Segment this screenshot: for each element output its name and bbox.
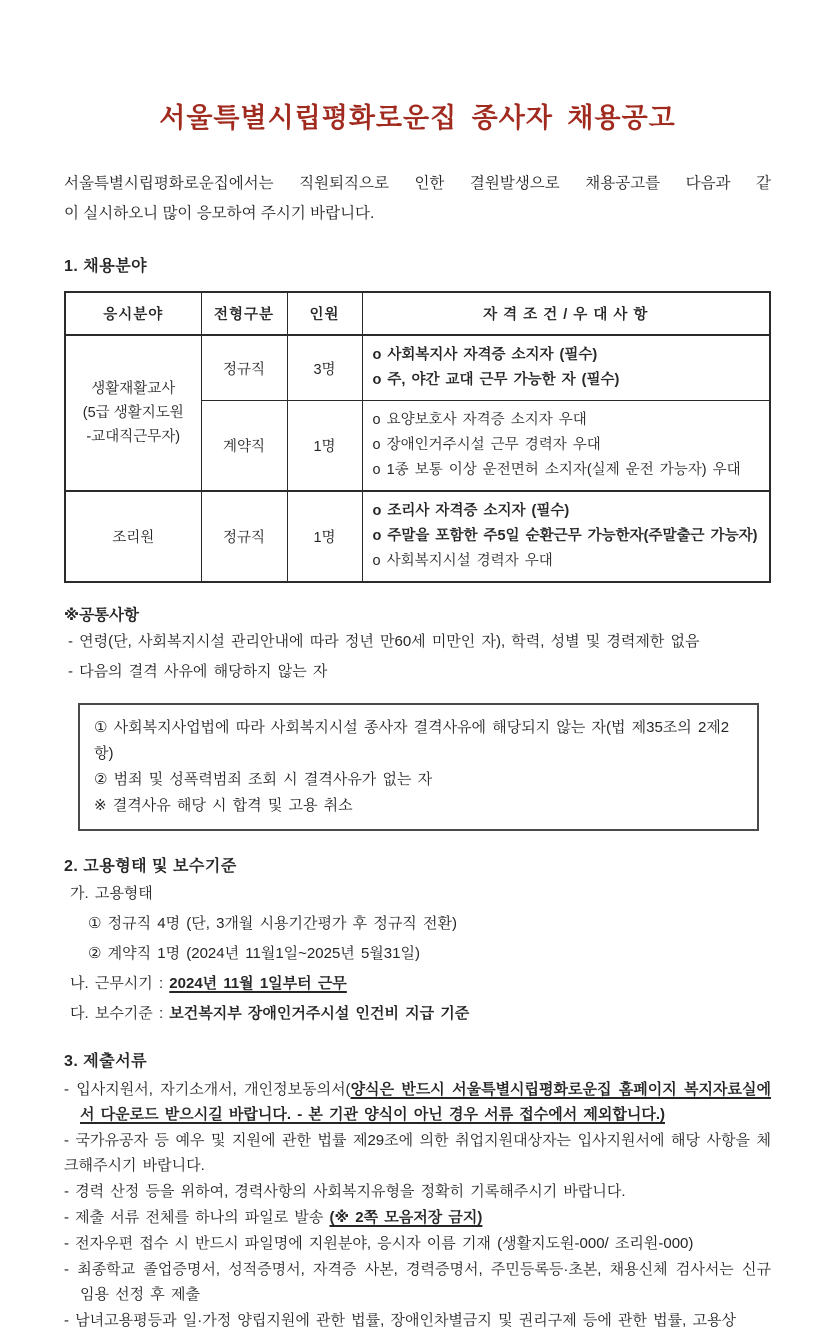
qualifications-cell [362,401,770,492]
section3-heading: 3. 제출서류 [64,1053,148,1070]
header-type: 전형구분 [201,292,287,335]
employment-item-contract: ② 계약직 1명 (2024년 11월1일~2025년 5월31일) [88,945,420,962]
submit-item-equality-laws: - 남녀고용평등과 일·가정 양립지원에 관한 법률, 장애인차별금지 및 권리구제 등에 관한 법률, 고용상 [64,1312,736,1329]
qualification-line: o 조리사 자격증 소지자 (필수) [372,503,570,519]
disqualification-line: ② 범죄 및 성폭력범죄 조회 시 결격사유가 없는 자 [94,771,433,788]
pay-standard-label: 다. 보수기준 : [70,1005,170,1022]
recruit-table [64,291,771,583]
document-title: 서울특별시립평화로운집 종사자 채용공고 [159,103,676,133]
header-qualifications: 자 격 조 건 / 우 대 사 항 [362,292,770,335]
field-cell-cook: 조리원 [65,491,201,582]
submit-documents-section [64,1077,771,1333]
qualifications-cell [362,335,770,401]
common-note-item: - 다음의 결격 사유에 해당하지 않는 자 [68,663,328,680]
qualification-line: o 주, 야간 교대 근무 가능한 자 (필수) [372,372,620,388]
qualification-line: o 사회복지사 자격증 소지자 (필수) [372,347,598,363]
count-cell: 1명 [287,401,362,492]
count-cell: 1명 [287,491,362,582]
qualification-line: o 1종 보통 이상 운전면허 소지자(실제 운전 가능자) 우대 [372,462,741,478]
employment-sub-a: 가. 고용형태 [70,885,153,902]
submit-item-application [64,1077,771,1127]
field-line: (5급 생활지도원 [82,405,184,421]
submit-item-highlight: 양식은 반드시 서울특별시립평화로운집 홈페이지 복지자료실에서 다운로드 받으시길 바랍니다. - 본 기관 양식이 아닌 경우 서류 접수에서 제외합니다.) [80,1081,771,1123]
common-notes [64,603,771,685]
work-start-value: 2024년 11월 1일부터 근무 [169,975,347,992]
section2-heading: 2. 고용형태 및 보수기준 [64,858,237,875]
type-cell: 정규직 [201,335,287,401]
submit-item-highlight: (※ 2쪽 모음저장 금지) [329,1209,483,1226]
count-cell: 3명 [287,335,362,401]
common-note-item: - 연령(단, 사회복지시설 관리안내에 따라 정년 만60세 미만인 자), 학력, 성별 및 경력제한 없음 [68,633,700,650]
common-notes-heading: ※공통사항 [64,607,139,624]
header-field: 응시분야 [65,292,201,335]
table-row-cook [65,491,770,582]
type-cell: 계약직 [201,401,287,492]
field-line: -교대직근무자) [86,429,181,445]
intro-line-2: 이 실시하오니 많이 응모하여 주시기 바랍니다. [64,205,375,222]
header-count: 인원 [287,292,362,335]
qualification-line: o 주말을 포함한 주5일 순환근무 가능한자(주말출근 가능자) [372,528,758,544]
submit-item-certificates: - 최종학교 졸업증명서, 성적증명서, 자격증 사본, 경력증명서, 주민등록등·초본, 채용신체 검사서는 신규 임용 선정 후 제출 [64,1261,771,1303]
disqualification-line: ① 사회복지사업법에 따라 사회복지시설 종사자 결격사유에 해당되지 않는 자(법 제35조의 2제2항) [94,719,730,762]
field-line: 생활재활교사 [91,381,176,397]
disqualification-box [78,703,759,831]
employment-item-regular: ① 정규직 4명 (단, 3개월 시용기간평가 후 정규직 전환) [88,915,457,932]
employment-sub-c [70,1001,771,1026]
intro-paragraph [64,169,771,229]
pay-standard-value: 보건복지부 장애인거주시설 인건비 지급 기준 [169,1005,470,1022]
table-row-teacher-regular [65,335,770,401]
submit-item-career: - 경력 산정 등을 위하여, 경력사항의 사회복지유형을 정확히 기록해주시기 바랍니다. [64,1183,626,1200]
disqualification-line: ※ 결격사유 해당 시 합격 및 고용 취소 [94,797,353,814]
table-header-row [65,292,770,335]
qualification-line: o 요양보호사 자격증 소지자 우대 [372,412,587,428]
submit-item-text: - 제출 서류 전체를 하나의 파일로 발송 [64,1209,330,1226]
submit-item-single-file [64,1205,771,1230]
work-start-label: 나. 근무시기 : [70,975,170,992]
submit-item-text: - 입사지원서, 자기소개서, 개인정보동의서( [64,1081,351,1098]
section1-heading: 1. 채용분야 [64,258,148,275]
submit-item-veterans: - 국가유공자 등 예우 및 지원에 관한 법률 제29조에 의한 취업지원대상자는 입사지원서에 해당 사항을 체크해주시기 바랍니다. [64,1132,771,1174]
type-cell: 정규직 [201,491,287,582]
employment-sub-b [70,971,771,996]
submit-item-email-filename: - 전자우편 접수 시 반드시 파일명에 지원분야, 응시자 이름 기재 (생활지도원-000/ 조리원-000) [64,1235,694,1252]
qualification-line: o 장애인거주시설 근무 경력자 우대 [372,437,601,453]
employment-section [64,881,771,1026]
intro-line-1: 서울특별시립평화로운집에서는 직원퇴직으로 인한 결원발생으로 채용공고를 다음과 같 [64,175,771,192]
field-cell-teacher [65,335,201,491]
qualification-line: o 사회복지시설 경력자 우대 [372,553,553,569]
qualifications-cell [362,491,770,582]
